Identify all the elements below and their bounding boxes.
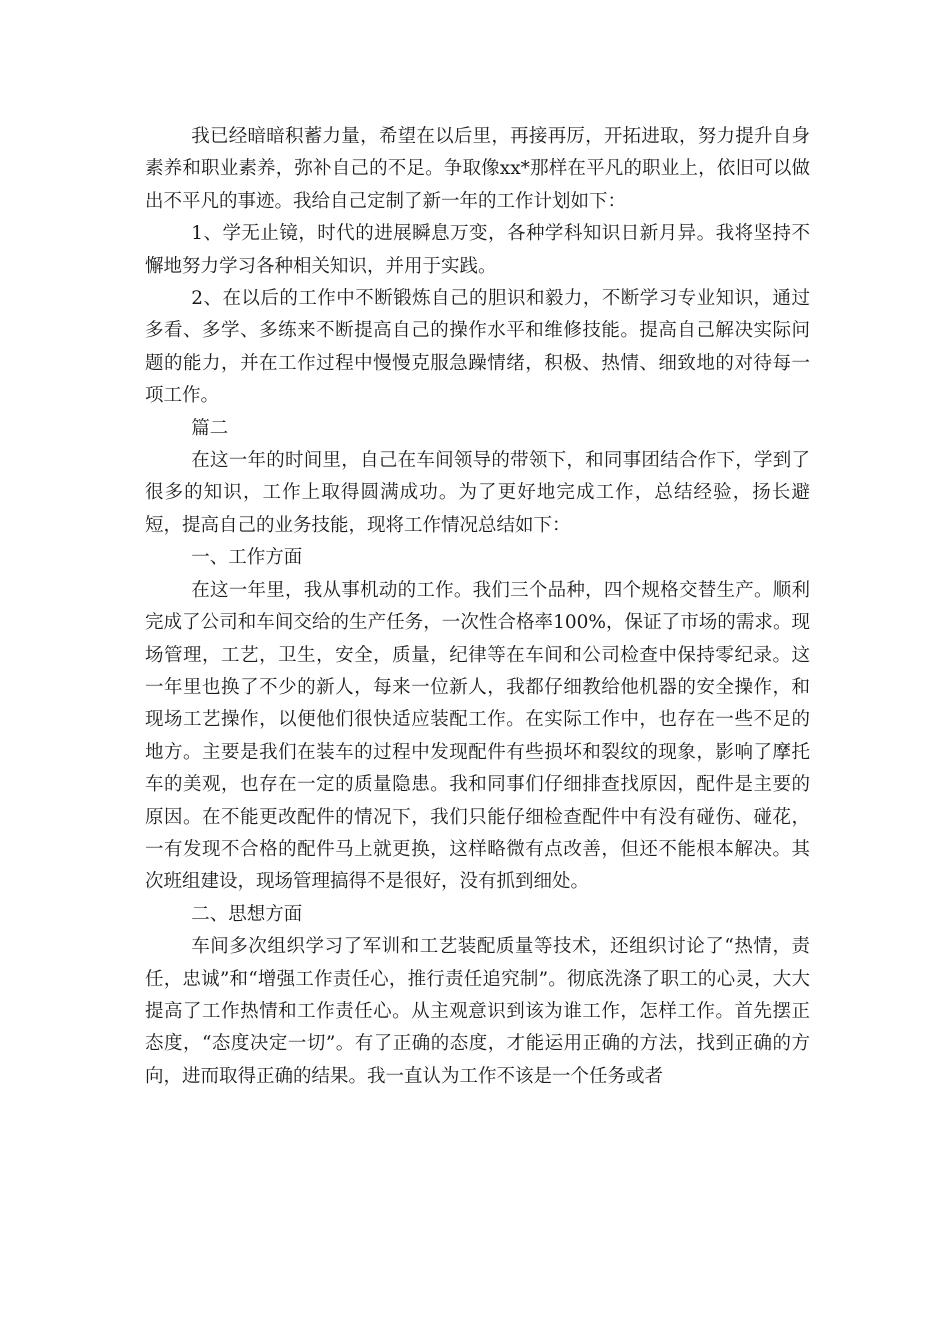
paragraph-work: 在这一年里，我从事机动的工作。我们三个品种，四个规格交替生产。顺利完成了公司和车间交给的生产任务，一次性合格率100%，保证了市场的需求。现场管理，工艺，卫生，安全，质量，纪律等在车间和公司检查中保持零纪录。这一年里也换了不少的新人，每来一位新人，我都仔细教给他机器的安全操作，和现场工艺操作，以便他们很快适应装配工作。在实际工作中，也存在一些不足的地方。主要是我们在装车的过程中发现配件有些损坏和裂纹的现象，影响了摩托车的美观，也存在一定的质量隐患。我和同事们仔细排查找原因，配件是主要的原因。在不能更改配件的情况下，我们只能仔细检查配件中有没有碰伤、碰花，一有发现不合格的配件马上就更换，这样略微有点改善，但还不能根本解决。其次班组建设，现场管理搞得不是很好，没有抓到细处。 xyxy=(145,579,810,893)
section-heading-thought: 二、思想方面 xyxy=(191,903,303,925)
paragraph-plan-item-2: 2、在以后的工作中不断锻炼自己的胆识和毅力，不断学习专业知识，通过多看、多学、多练来不断提高自己的操作水平和维修技能。提高自己解决实际问题的能力，并在工作过程中慢慢克服急躁情绪，积极、热情、细致地的对待每一项工作。 xyxy=(145,288,810,407)
section-heading-work: 一、工作方面 xyxy=(191,547,303,569)
paragraph-plan-intro: 我已经暗暗积蓄力量，希望在以后里，再接再厉，开拓进取，努力提升自身素养和职业素养，弥补自己的不足。争取像xx*那样在平凡的职业上，依旧可以做出不平凡的事迹。我给自己定制了新一年的工作计划如下： xyxy=(145,126,810,212)
section-heading-part-two: 篇二 xyxy=(191,417,229,439)
paragraph-thought: 车间多次组织学习了军训和工艺装配质量等技术，还组织讨论了“热情，责任，忠诚”和“增强工作责任心，推行责任追究制”。彻底洗涤了职工的心灵，大大提高了工作热情和工作责任心。从主观意识到该为谁工作，怎样工作。首先摆正态度，“态度决定一切”。有了正确的态度，才能运用正确的方法，找到正确的方向，进而取得正确的结果。我一直认为工作不该是一个任务或者 xyxy=(145,936,810,1087)
paragraph-summary-intro: 在这一年的时间里，自己在车间领导的带领下，和同事团结合作下，学到了很多的知识，工作上取得圆满成功。为了更好地完成工作，总结经验，扬长避短，提高自己的业务技能，现将工作情况总结如下： xyxy=(145,450,810,536)
document-body xyxy=(145,121,810,1093)
paragraph-plan-item-1: 1、学无止镜，时代的进展瞬息万变，各种学科知识日新月异。我将坚持不懈地努力学习各种相关知识，并用于实践。 xyxy=(145,223,810,277)
